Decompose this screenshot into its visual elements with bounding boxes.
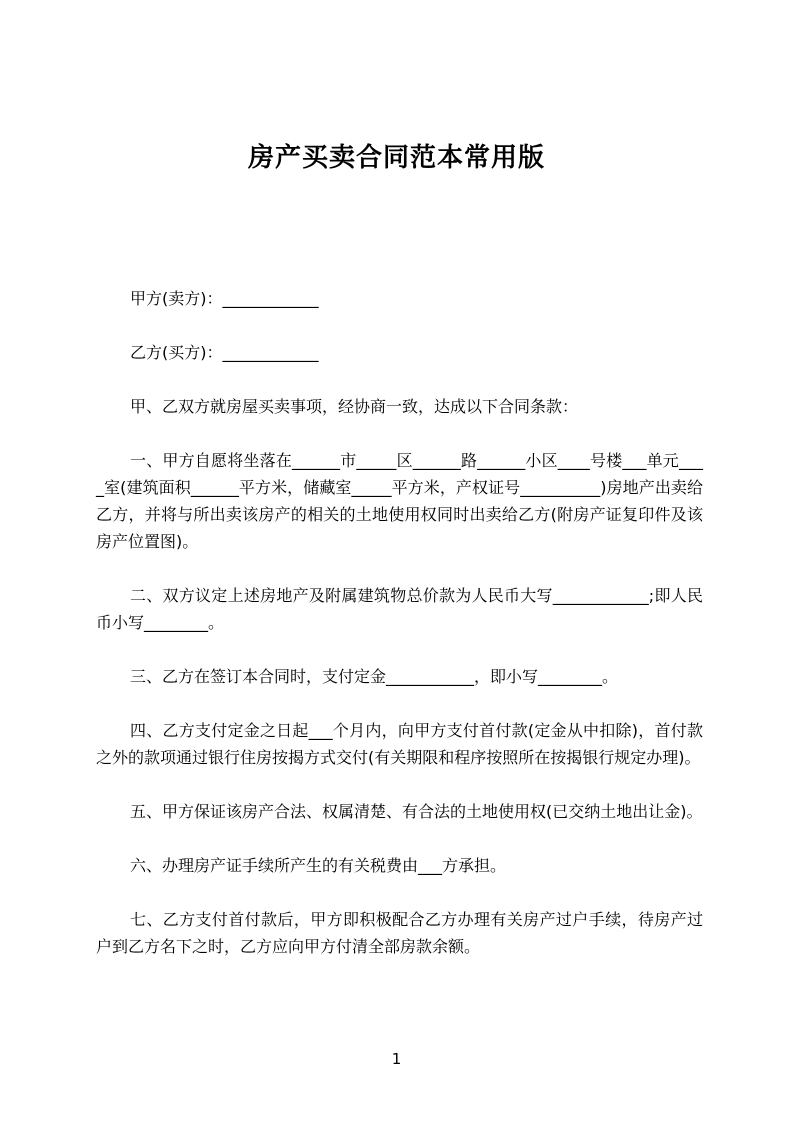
intro-line: 甲、乙双方就房屋买卖事项，经协商一致，达成以下合同条款：	[130, 397, 579, 416]
party-a-line: 甲方(卖方)：____________	[130, 289, 319, 308]
clause-1: 一、甲方自愿将坐落在______市_____区______路______小区____号楼___单元____室(建筑面积______平方米，储藏室_____平方米，产权证号__________)房地产出卖给乙方，并将与所出卖该房产的相关的土地使用权同时出卖给乙方(附房产证复印件及该房产位置图)。	[96, 451, 703, 551]
clause-3: 三、乙方在签订本合同时，支付定金___________，即小写________。	[130, 667, 619, 686]
clause-5: 五、甲方保证该房产合法、权属清楚、有合法的土地使用权(已交纳土地出让金)。	[130, 802, 703, 821]
document-body	[96, 285, 703, 960]
clause-6: 六、办理房产证手续所产生的有关税费由___方承担。	[130, 856, 507, 875]
party-b-line: 乙方(买方)：____________	[130, 343, 319, 362]
page-number: 1	[391, 1050, 402, 1068]
clause-7: 七、乙方支付首付款后，甲方即积极配合乙方办理有关房产过户手续，待房产过户到乙方名下之时，乙方应向甲方付清全部房款余额。	[96, 910, 703, 956]
clause-2: 二、双方议定上述房地产及附属建筑物总价款为人民币大写____________;即人民币小写________。	[96, 586, 703, 632]
clause-4: 四、乙方支付定金之日起___个月内，向甲方支付首付款(定金从中扣除)，首付款之外的款项通过银行住房按揭方式交付(有关期限和程序按照所在按揭银行规定办理)。	[96, 721, 703, 767]
document-title: 房产买卖合同范本常用版	[247, 143, 545, 173]
